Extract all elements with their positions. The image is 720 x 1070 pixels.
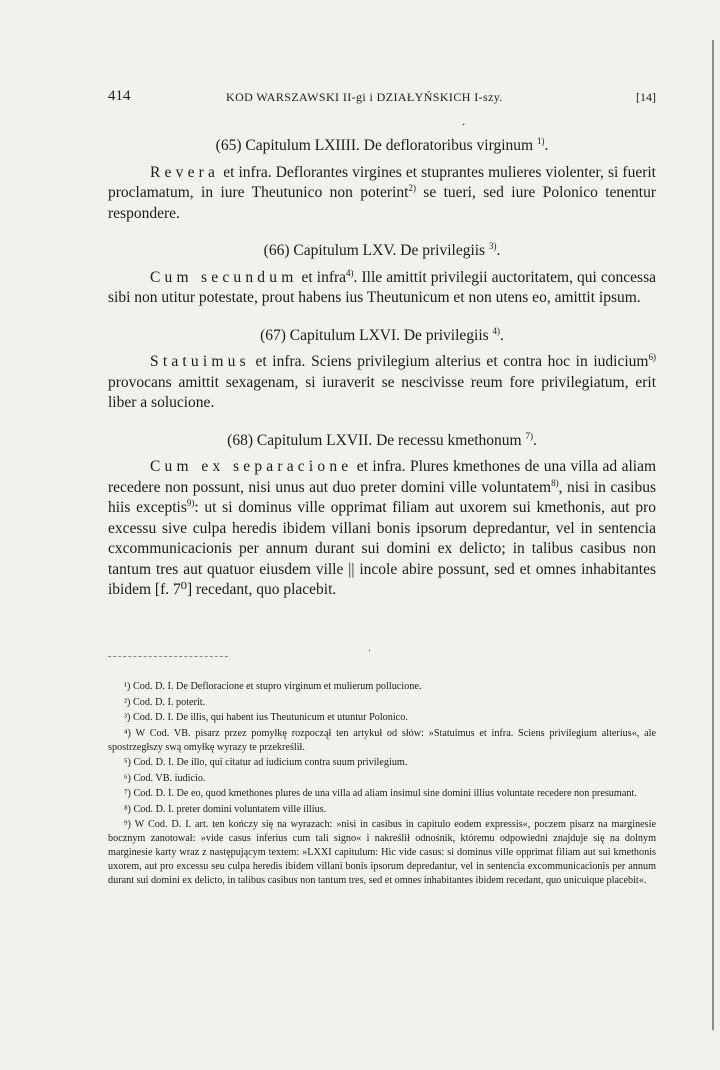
footnote-mark: ⁶)	[124, 772, 134, 784]
header-dot: ·	[462, 120, 466, 131]
footnote	[108, 772, 656, 786]
footnote-ref: 9)	[186, 497, 195, 508]
chapter-title: Capitulum LXVII. De recessu kmethonum	[256, 431, 526, 449]
chapter-number: (66)	[263, 242, 294, 259]
footnote-ref: 4)	[492, 325, 501, 336]
running-header	[108, 88, 656, 108]
footnote-text: Cod. VB. iudicio.	[133, 772, 206, 784]
footnote-mark: ⁴)	[124, 727, 136, 739]
footnote-ref: 2)	[408, 182, 416, 193]
footnote-text: Cod. D. I. poterit.	[133, 696, 206, 708]
chapter-paragraph	[108, 352, 656, 414]
chapter-paragraph	[108, 457, 656, 601]
footnote	[108, 727, 656, 755]
footnote-mark: ²)	[124, 696, 133, 708]
chapter-heading: (67) Capitulum LXVI. De privilegiis $^{4)}$.	[260, 325, 504, 344]
footnote-text: Cod. D. I. De illis, qui habent ius Theutunicum et utuntur Polonico.	[133, 712, 408, 723]
chapter-heading: (66) Capitulum LXV. De privilegiis $^{3)}$.	[263, 240, 501, 259]
chapter-heading: (68) Capitulum LXVII. De recessu kmethonum $^{7)}$.	[227, 430, 537, 449]
footnote-ref: 4)	[346, 267, 354, 278]
incipit-words: Statuimus	[150, 353, 250, 370]
footnote-mark: ⁷)	[124, 788, 134, 799]
footnote	[108, 818, 656, 888]
text-run: et infra. Sciens privilegium alterius et contra hoc in iudicium	[249, 353, 649, 370]
section-mark: [14]	[636, 90, 656, 104]
footnote	[108, 756, 656, 770]
footnote-mark: ⁸)	[124, 803, 134, 815]
footnote-text: W Cod. VB. pisarz przez pomyłkę rozpoczął ten artykuł od słów: »Statuimus et infra. Sciens privilegium alterius«, ale spostrzegłszy swą omyłkę wyrazy te przekreślił.	[108, 727, 656, 753]
incipit-words: Cum ex separacione	[150, 458, 353, 475]
footnote-ref: 6)	[648, 351, 656, 362]
page-number: 414	[108, 88, 131, 104]
footnote-mark: ¹)	[124, 681, 133, 692]
incipit-words: Cum secundum	[150, 268, 298, 286]
footnote	[108, 711, 656, 725]
text-run: et infra	[297, 268, 347, 286]
footnote	[108, 696, 656, 710]
footnote-text: Cod. D. I. De Defloracione et stupro virginum et mulierum pollucione.	[133, 681, 422, 692]
running-title: KOD WARSZAWSKI II-gi i DZIAŁYŃSKICH I-szy.	[226, 90, 503, 104]
page-edge-line	[712, 40, 714, 1030]
text-run: et infra. Plures kmethones de una villa ad aliam recedere non possunt, nisi unus aut duo preter domini ville voluntatem	[108, 458, 656, 496]
footnote-ref: 7)	[525, 430, 533, 441]
chapter-number: (68)	[227, 431, 257, 449]
separator-dot: ·	[368, 646, 371, 656]
footnote	[108, 680, 656, 694]
text-run: , nisi in casibus hiis exceptis	[108, 478, 657, 516]
text-run: se tueri, sed iure Polonico tenentur respondere.	[108, 184, 656, 222]
chapter-number: (65)	[215, 137, 246, 154]
chapter-paragraph	[108, 163, 656, 225]
incipit-words: Revera	[150, 163, 220, 181]
chapter-title: Capitulum LXVI. De privilegiis	[289, 326, 493, 344]
footnote-text: Cod. D. I. De eo, quod kmethones plures de una villa ad aliam insimul sine domini illius voluntate recedere non presumant.	[133, 788, 637, 799]
footnote-ref: 8)	[551, 477, 559, 488]
main-text	[108, 136, 656, 618]
footnotes	[108, 680, 656, 890]
chapter-number: (67)	[260, 326, 290, 344]
footnote-ref: 1)	[536, 135, 545, 146]
footnote	[108, 787, 656, 801]
chapter-title: Capitulum LXIIII. De defloratoribus virginum	[245, 137, 537, 154]
text-run: . Ille amittit privilegii auctoritatem, qui concessa sibi non utitur potestate, prout habens ius Theutunicum et non utens eo, amittit ipsum.	[108, 268, 656, 306]
footnote-separator	[108, 656, 228, 657]
footnote-ref: 3)	[488, 240, 497, 251]
chapter-title: Capitulum LXV. De privilegiis	[293, 242, 489, 259]
footnote-text: W Cod. D. I. art. ten kończy się na wyrazach: »nisi in casibus in capitulo eodem expressis«, poczem pisarz na marginesie bocznym zanotował: »vide casus inferius cum tali signo« i nakreślił odnośnik, któremu odpowiedni znajduje się na dolnym marginesie karty wraz z następującym textem: »LXXI capitulum: Hic vide casus: si dominus ville opprimat filiam aut sui kmethonis uxorem, aut pro excessu seu culpa heredis ibidem villani bonis ipsorum depredantur, vel in sentencia excommunicacionis per annum durant sui domini ex delicto, in talibus casibus non tantum tres, sed et omnes inhabitantes ibidem recedant, quo unicuique placebit«.	[108, 819, 656, 886]
footnote-text: Cod. D. I. De illo, qui citatur ad iudicium contra suum privilegium.	[133, 757, 408, 768]
footnote	[108, 803, 656, 817]
text-run: : ut si dominus ville opprimat filiam aut uxorem sui kmethonis, aut pro excessu sive culpa heredis ibidem villani bonis ipsorum depredantur, vel in sentencia cxcommunicacionis per annum durant sui domini ex delicto; in talibus casibus non tantum tres aut quatuor eiusdem ville || incole abire possunt, sed et omnes inhabitantes ibidem [f. 7⁰] recedant, quo placebit.	[108, 499, 656, 598]
footnote-mark: ³)	[124, 712, 133, 723]
footnote-text: Cod. D. I. preter domini voluntatem ville illius.	[133, 803, 327, 815]
chapter-heading: (65) Capitulum LXIIII. De defloratoribus virginum $^{1)}$.	[215, 135, 549, 154]
chapter-paragraph	[108, 268, 656, 309]
text-run: et infra. Deflorantes virgines et stuprantes mulieres violenter, si fuerit proclamatum, in iure Theutunico non poterint	[108, 163, 656, 201]
footnote-mark: ⁵)	[124, 757, 134, 768]
footnote-mark: ⁹)	[124, 819, 135, 830]
text-run: provocans amittit sexagenam, si iuraverit se nescivisse reum fore privilegiatum, erit liber a solucione.	[108, 373, 656, 411]
